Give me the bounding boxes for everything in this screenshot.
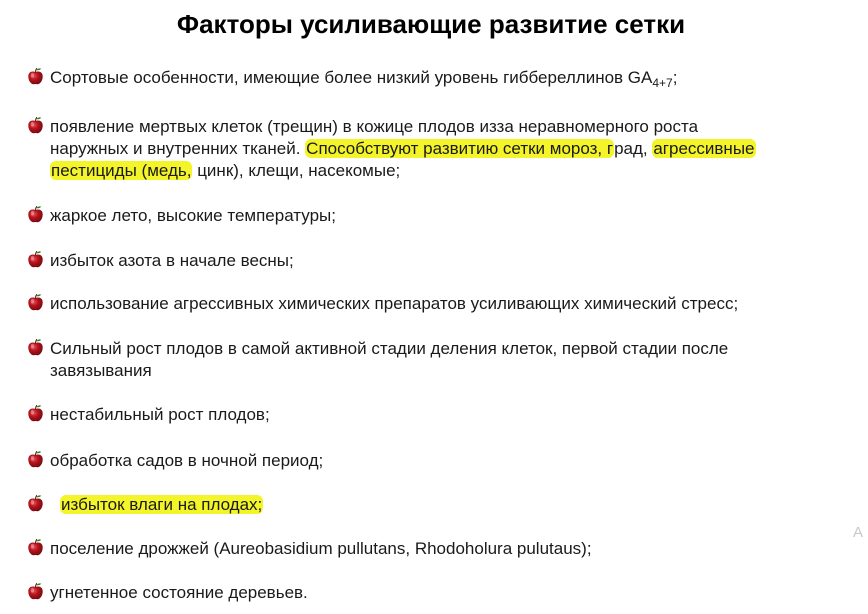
list-item-text: Сильный рост плодов в самой активной стадии деления клеток, первой стадии после завязывания: [50, 339, 729, 380]
list-item-text: нестабильный рост плодов;: [50, 405, 270, 424]
list-item-text: [60, 494, 868, 516]
page-title: Факторы усиливающие развитие сетки: [176, 9, 686, 39]
apple-icon: [26, 450, 45, 469]
highlighted-text: Способствуют развитию сетки мороз, г: [306, 139, 614, 158]
apple-icon: [26, 404, 45, 423]
gibberellin-subscript: 4+7: [652, 76, 673, 90]
apple-icon: [26, 538, 45, 557]
list-item-text: избыток азота в начале весны;: [50, 251, 294, 270]
list-item-text: использование агрессивных химических препаратов усиливающих химический стресс;: [50, 294, 739, 313]
list-item-text: появление мертвых клеток (трещин) в кожице плодов изза неравномерного роста наружных и внутренних тканей. Способствуют развитию сетки мороз, град, агрессивные пестициды (медь, цинк), клещи, насекомые;: [50, 117, 755, 180]
list-item-text: угнетенное состояние деревьев.: [50, 583, 308, 602]
highlighted-text: избыток влаги на плодах;: [61, 495, 263, 514]
list-item-text: жаркое лето, высокие температуры;: [50, 206, 336, 225]
edge-letter: A: [853, 524, 864, 541]
apple-icon: [26, 67, 45, 86]
apple-icon: [26, 116, 45, 135]
apple-icon: [26, 205, 45, 224]
highlighted-text: пестициды (медь,: [51, 161, 192, 180]
highlighted-text: агрессивные: [653, 139, 755, 158]
apple-icon: [26, 338, 45, 357]
list-item-text: поселение дрожжей (Aureobasidium pullutans, Rhodoholura pulutaus);: [50, 539, 592, 558]
apple-icon: [26, 582, 45, 601]
list-item-text: Сортовые особенности, имеющие более низкий уровень гиббереллинов $GA_{4+7}$;: [50, 68, 678, 90]
apple-icon: [26, 293, 45, 312]
apple-icon: [26, 250, 45, 269]
list-item-text: обработка садов в ночной период;: [50, 451, 324, 470]
apple-icon: [26, 494, 45, 513]
